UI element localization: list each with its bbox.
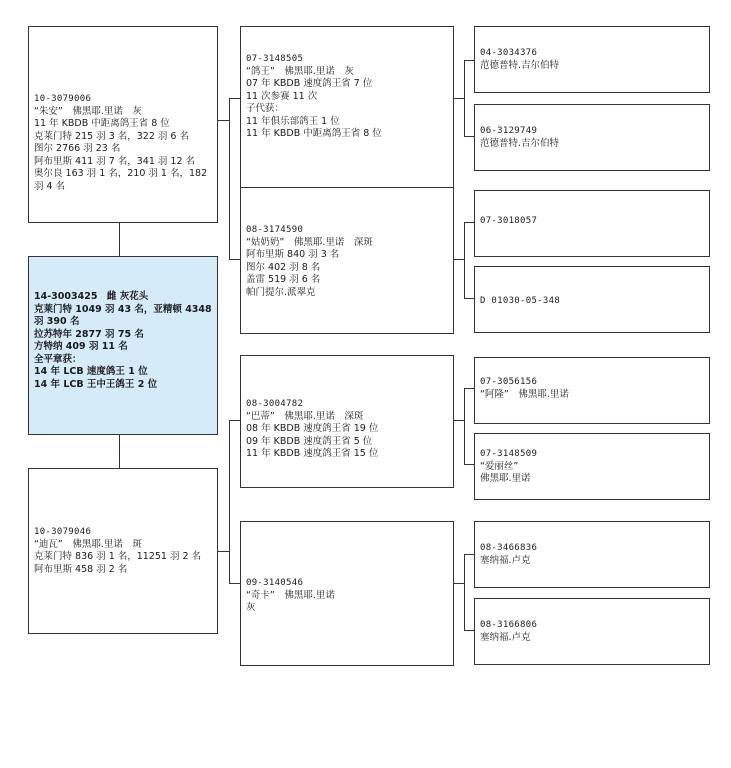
sire-sire-detail: 11 年俱乐部鸽王 1 位 [246,115,340,127]
sire-dam-detail: 帕门提尔.派翠克 [246,286,316,298]
sire-sire-card [240,26,454,188]
ring-number: 07-3056156 [480,377,538,387]
connector-sire-grandparents-vertical [229,98,230,259]
sire-dam-detail: 图尔 402 羽 8 名 [246,261,321,273]
great-grandparent-card-7 [474,521,710,588]
dam-detail: 阿布里斯 458 羽 2 名 [34,563,128,575]
breeder-name: 佛黑耶.里诺 [480,473,531,484]
sire-dam-name: “姑奶奶” 佛黑耶.里诺 深斑 [246,236,373,248]
sire-dam-ring-number: 08-3174590 [246,225,304,235]
subject-detail: 羽 390 名 [34,316,80,327]
sire-sire-ring-number: 07-3148505 [246,54,304,64]
sire-dam-detail: 阿布里斯 840 羽 3 名 [246,249,340,260]
sire-detail: 羽 4 名 [34,180,66,192]
subject-card [28,256,218,435]
sire-ring-number: 10-3079006 [34,94,92,104]
ring-number: 08-3466836 [480,543,538,553]
dam-sire-name: “巴蒂” 佛黑耶.里诺 深斑 [246,410,364,422]
connector-sd-gg-vertical [464,222,465,298]
great-grandparent-card-6 [474,433,710,500]
subject-ring-number: 14-3003425 雌 灰花头 [34,291,149,302]
great-grandparent-card-5 [474,357,710,424]
dam-name: “迪瓦” 佛黑耶.里诺 斑 [34,538,142,550]
sire-detail: 克莱门特 215 羽 3 名，322 羽 6 名 [34,130,189,142]
sire-sire-detail: 11 次参赛 11 次 [246,90,318,102]
ring-number: 07-3018057 [480,216,538,226]
ring-number: 07-3148509 [480,449,538,459]
sire-detail: 阿布里斯 411 羽 7 名，341 羽 12 名 [34,155,196,167]
connector-ss-gg [453,98,464,99]
subject-detail: 14 年 LCB 速度鸽王 1 位 [34,366,148,377]
sire-sire-detail: 11 年 KBDB 中距离鸽王省 8 位 [246,128,382,139]
great-grandparent-card-3 [474,190,710,257]
connector-subject-dam [119,434,120,469]
dam-sire-detail: 09 年 KBDB 速度鸽王省 5 位 [246,435,373,447]
sire-sire-detail: 子代获： [246,103,285,114]
ring-number: 04-3034376 [480,48,538,58]
connector-dd-gg [453,583,464,584]
dam-ring-number: 10-3079046 [34,527,92,537]
dam-sire-detail: 11 年 KBDB 速度鸽王省 15 位 [246,448,379,459]
dam-dam-detail: 灰 [246,602,256,613]
connector-sire-grandparents [217,120,229,121]
breeder-name: 塞纳福.卢克 [480,631,531,643]
dam-card [28,468,218,634]
breeder-name: 范德普特.吉尔伯特 [480,59,560,71]
connector-ds-gg [453,420,464,421]
sire-detail: 图尔 2766 羽 23 名 [34,143,121,154]
breeder-name: 范德普特.吉尔伯特 [480,137,560,149]
dam-dam-name: “奇卡” 佛黑耶.里诺 [246,589,335,601]
dam-sire-detail: 08 年 KBDB 速度鸽王省 19 位 [246,423,379,434]
connector-ss-gg-vertical [464,60,465,136]
dam-dam-card [240,521,454,666]
connector-dam-grandparents-vertical [229,420,230,583]
connector-sire-subject [119,222,120,257]
sire-card [28,26,218,223]
subject-detail: 拉苏特年 2877 羽 75 名 [34,328,144,340]
great-grandparent-card-2 [474,104,710,171]
pigeon-name: “阿隆” 佛黑耶.里诺 [480,388,569,400]
sire-dam-detail: 盖雷 519 羽 6 名 [246,274,321,285]
ring-number: 08-3166806 [480,620,538,630]
breeder-name: 塞纳福.卢克 [480,554,531,566]
subject-detail: 克莱门特 1049 羽 43 名，亚精顿 4348 [34,303,212,315]
connector-ds-gg-vertical [464,388,465,464]
connector-dd-gg-vertical [464,554,465,630]
subject-detail: 14 年 LCB 王中王鸽王 2 位 [34,378,158,390]
ring-number: D 01030-05-348 [480,296,561,306]
great-grandparent-card-8 [474,598,710,665]
great-grandparent-card-4 [474,266,710,333]
dam-dam-ring-number: 09-3140546 [246,578,304,588]
connector-sd-gg [453,259,464,260]
sire-detail: 奥尔良 163 羽 1 名，210 羽 1 名，182 [34,168,208,179]
connector-dam-grandparents [217,551,229,552]
sire-detail: 11 年 KBDB 中距离鸽王省 8 位 [34,118,170,129]
dam-sire-card [240,355,454,488]
sire-name: “朱安” 佛黑耶.里诺 灰 [34,105,142,117]
sire-dam-card [240,187,454,334]
great-grandparent-card-1 [474,26,710,93]
pigeon-name: “爱丽丝” [480,460,519,472]
sire-sire-name: “鸽王” 佛黑耶.里诺 灰 [246,65,354,77]
subject-detail: 全平章获： [34,353,82,365]
ring-number: 06-3129749 [480,126,538,136]
subject-detail: 方特纳 409 羽 11 名 [34,341,128,352]
sire-sire-detail: 07 年 KBDB 速度鸽王省 7 位 [246,78,373,89]
dam-detail: 克莱门特 836 羽 1 名，11251 羽 2 名 [34,551,202,562]
dam-sire-ring-number: 08-3004782 [246,399,304,409]
